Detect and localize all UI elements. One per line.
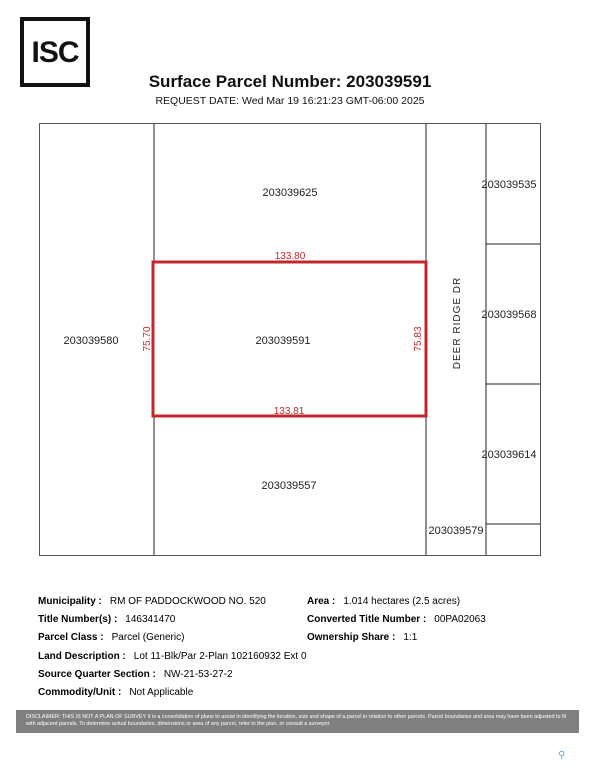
area-label: Area : [307,596,336,607]
parcel-class-row [38,632,184,643]
source-quarter-value: NW-21-53-27-2 [163,669,233,680]
ownership-share-value: 1:1 [403,632,418,643]
disclaimer-banner: DISCLAIMER: THIS IS NOT A PLAN OF SURVEY It is a consolidation of plans to assist in identifying the location, size and shape of a parcel in relation to other parcels. Parcel boundaries and area may have been adjusted to fit with adjacent parcels. To determine actual boundaries, dimensions or area of any parcel, refer to the plan, or consult a surveyor. [16,710,579,733]
parcel-label-east-3: 203039614 [481,449,537,461]
dimension-right: 75.83 [413,326,424,352]
municipality-value: RM OF PADDOCKWOOD NO. 520 [109,596,266,607]
parcel-label-west: 203039580 [63,335,119,347]
area-row [307,596,460,607]
converted-title-value: 00PA02063 [434,614,486,625]
source-quarter-row [38,669,233,680]
title-number-label: Title Number(s) : [38,614,118,625]
parcel-class-value: Parcel (Generic) [111,632,185,643]
dimension-left: 75.70 [142,326,153,352]
parcel-label-south: 203039557 [261,480,317,492]
converted-title-row [307,614,486,625]
parcel-label-east-1: 203039535 [481,179,537,191]
page-title: Surface Parcel Number: 203039591 [148,72,432,91]
municipality-label: Municipality : [38,596,102,607]
municipality-row [38,596,266,607]
ownership-share-row [307,632,417,643]
source-quarter-label: Source Quarter Section : [38,669,156,680]
parcel-label-east-4: 203039579 [428,525,484,537]
parcel-label-subject: 203039591 [255,335,311,347]
converted-title-label: Converted Title Number : [307,614,427,625]
parcel-label-north: 203039625 [262,187,318,199]
dimension-top: 133.80 [274,251,306,262]
land-description-label: Land Description : [38,651,126,662]
road-label: DEER RIDGE DR [452,276,463,370]
title-number-value: 146341470 [125,614,176,625]
ownership-share-label: Ownership Share : [307,632,396,643]
land-description-value: Lot 11-Blk/Par 2-Plan 102160932 Ext 0 [133,651,307,662]
parcel-map [39,123,541,556]
dimension-bottom: 133.81 [273,406,305,417]
area-value: 1.014 hectares (2.5 acres) [343,596,461,607]
isc-logo-text: ISC [31,36,79,69]
parcel-label-east-2: 203039568 [481,309,537,321]
land-description-row [38,651,307,662]
commodity-label: Commodity/Unit : [38,687,122,698]
commodity-row [38,687,193,698]
request-date: REQUEST DATE: Wed Mar 19 16:21:23 GMT-06:00 2025 [155,95,425,107]
title-number-row [38,614,175,625]
parcel-class-label: Parcel Class : [38,632,104,643]
location-pin-icon: ⚲ [558,750,566,761]
commodity-value: Not Applicable [129,687,194,698]
